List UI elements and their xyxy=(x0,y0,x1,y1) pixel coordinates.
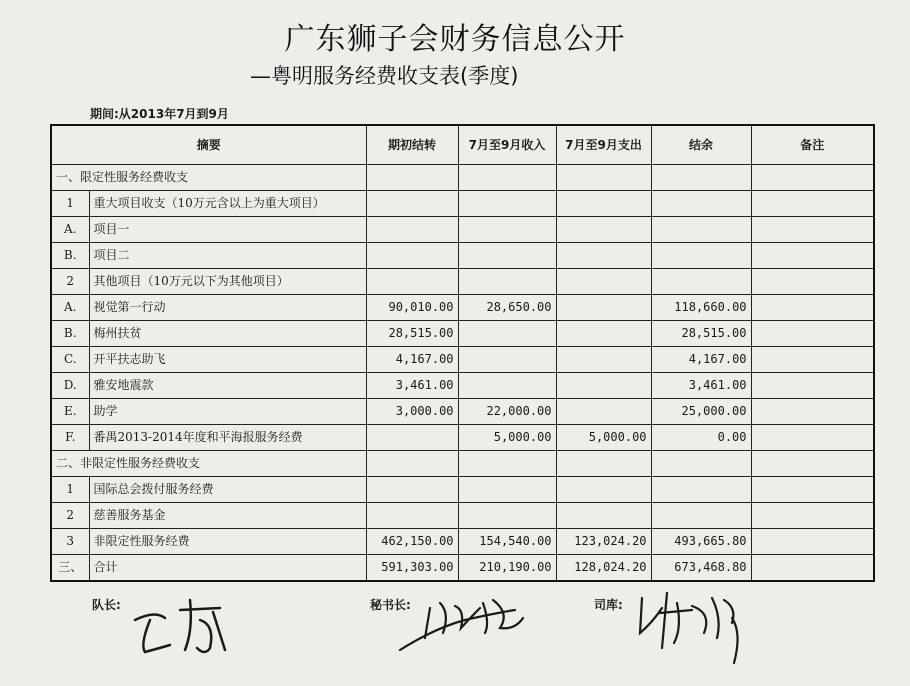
column-header: 7月至9月收入 xyxy=(458,125,556,165)
row-name: 助学 xyxy=(89,398,366,424)
empty-cell xyxy=(366,450,458,476)
section-title: 一、限定性服务经费收支 xyxy=(51,165,366,191)
row-name: 视觉第一行动 xyxy=(89,294,366,320)
note-cell xyxy=(751,320,874,346)
expense-cell xyxy=(556,268,651,294)
expense-cell xyxy=(556,242,651,268)
column-header: 摘要 xyxy=(51,125,366,165)
table-row xyxy=(51,190,874,216)
note-cell xyxy=(751,346,874,372)
row-code: B. xyxy=(51,242,89,268)
balance-cell: 4,167.00 xyxy=(651,346,751,372)
expense-cell xyxy=(556,190,651,216)
balance-cell xyxy=(651,502,751,528)
row-name: 重大项目收支（10万元含以上为重大项目） xyxy=(89,190,366,216)
row-code: F. xyxy=(51,424,89,450)
expense-cell xyxy=(556,346,651,372)
opening-balance-cell xyxy=(366,268,458,294)
row-name: 非限定性服务经费 xyxy=(89,528,366,554)
table-row xyxy=(51,294,874,320)
note-cell xyxy=(751,268,874,294)
note-cell xyxy=(751,476,874,502)
expense-cell xyxy=(556,502,651,528)
total-row xyxy=(51,554,874,581)
empty-cell xyxy=(458,165,556,191)
header-row xyxy=(51,125,874,165)
note-cell xyxy=(751,190,874,216)
table-row xyxy=(51,372,874,398)
income-cell xyxy=(458,320,556,346)
row-name: 其他项目（10万元以下为其他项目） xyxy=(89,268,366,294)
opening-balance-cell: 90,010.00 xyxy=(366,294,458,320)
note-cell xyxy=(751,398,874,424)
empty-cell xyxy=(556,450,651,476)
income-cell xyxy=(458,502,556,528)
row-code: A. xyxy=(51,216,89,242)
column-header: 期初结转 xyxy=(366,125,458,165)
table-row xyxy=(51,398,874,424)
total-expense-cell: 128,024.20 xyxy=(556,554,651,581)
balance-cell: 3,461.00 xyxy=(651,372,751,398)
expense-cell: 5,000.00 xyxy=(556,424,651,450)
total-code: 三、 xyxy=(51,554,89,581)
opening-balance-cell: 28,515.00 xyxy=(366,320,458,346)
opening-balance-cell xyxy=(366,502,458,528)
period-label: 期间:从2013年7月到9月 xyxy=(90,107,229,121)
row-name: 国际总会拨付服务经费 xyxy=(89,476,366,502)
row-code: 1 xyxy=(51,190,89,216)
column-header: 备注 xyxy=(751,125,874,165)
income-cell xyxy=(458,268,556,294)
empty-cell xyxy=(458,450,556,476)
income-cell: 28,650.00 xyxy=(458,294,556,320)
table-row xyxy=(51,268,874,294)
section-row xyxy=(51,165,874,191)
row-code: C. xyxy=(51,346,89,372)
table-row xyxy=(51,216,874,242)
row-name: 雅安地震款 xyxy=(89,372,366,398)
column-header: 结余 xyxy=(651,125,751,165)
balance-cell xyxy=(651,242,751,268)
treasurer-label: 司库: xyxy=(594,598,623,612)
row-code: E. xyxy=(51,398,89,424)
expense-cell: 123,024.20 xyxy=(556,528,651,554)
expense-cell xyxy=(556,294,651,320)
opening-balance-cell xyxy=(366,216,458,242)
total-label: 合计 xyxy=(89,554,366,581)
row-code: 3 xyxy=(51,528,89,554)
income-cell xyxy=(458,190,556,216)
opening-balance-cell xyxy=(366,190,458,216)
table-row xyxy=(51,242,874,268)
expense-cell xyxy=(556,372,651,398)
empty-cell xyxy=(366,165,458,191)
opening-balance-cell: 462,150.00 xyxy=(366,528,458,554)
opening-balance-cell xyxy=(366,476,458,502)
balance-cell: 493,665.80 xyxy=(651,528,751,554)
expense-cell xyxy=(556,398,651,424)
row-code: 2 xyxy=(51,502,89,528)
column-header: 7月至9月支出 xyxy=(556,125,651,165)
note-cell xyxy=(751,242,874,268)
balance-cell xyxy=(651,476,751,502)
table-row xyxy=(51,502,874,528)
income-cell xyxy=(458,476,556,502)
total-note-cell xyxy=(751,554,874,581)
opening-balance-cell xyxy=(366,242,458,268)
expense-cell xyxy=(556,216,651,242)
row-name: 项目二 xyxy=(89,242,366,268)
row-name: 慈善服务基金 xyxy=(89,502,366,528)
table-row xyxy=(51,476,874,502)
table-row xyxy=(51,528,874,554)
total-income-cell: 210,190.00 xyxy=(458,554,556,581)
income-cell: 5,000.00 xyxy=(458,424,556,450)
opening-balance-cell xyxy=(366,424,458,450)
opening-balance-cell: 3,461.00 xyxy=(366,372,458,398)
income-cell: 154,540.00 xyxy=(458,528,556,554)
empty-cell xyxy=(751,450,874,476)
empty-cell xyxy=(651,165,751,191)
row-name: 开平扶志助飞 xyxy=(89,346,366,372)
income-cell xyxy=(458,242,556,268)
empty-cell xyxy=(556,165,651,191)
note-cell xyxy=(751,294,874,320)
note-cell xyxy=(751,424,874,450)
table-row xyxy=(51,424,874,450)
secretary-signature xyxy=(395,588,535,663)
row-code: A. xyxy=(51,294,89,320)
balance-cell: 0.00 xyxy=(651,424,751,450)
note-cell xyxy=(751,216,874,242)
empty-cell xyxy=(751,165,874,191)
balance-cell: 118,660.00 xyxy=(651,294,751,320)
row-code: B. xyxy=(51,320,89,346)
total-balance-cell: 673,468.80 xyxy=(651,554,751,581)
table-row xyxy=(51,346,874,372)
row-name: 番禺2013-2014年度和平海报服务经费 xyxy=(89,424,366,450)
row-name: 梅州扶贫 xyxy=(89,320,366,346)
page-subtitle: —粤明服务经费收支表(季度) xyxy=(250,64,519,88)
expense-cell xyxy=(556,320,651,346)
treasurer-signature xyxy=(632,588,772,673)
section-row xyxy=(51,450,874,476)
page-title: 广东狮子会财务信息公开 xyxy=(284,22,626,57)
opening-balance-cell: 3,000.00 xyxy=(366,398,458,424)
captain-label: 队长: xyxy=(92,598,121,612)
secretary-label: 秘书长: xyxy=(370,598,411,612)
captain-signature xyxy=(125,590,235,670)
empty-cell xyxy=(651,450,751,476)
note-cell xyxy=(751,502,874,528)
row-code: 2 xyxy=(51,268,89,294)
balance-cell xyxy=(651,268,751,294)
balance-cell: 25,000.00 xyxy=(651,398,751,424)
table-body xyxy=(51,165,874,582)
balance-cell: 28,515.00 xyxy=(651,320,751,346)
income-cell: 22,000.00 xyxy=(458,398,556,424)
row-code: D. xyxy=(51,372,89,398)
note-cell xyxy=(751,372,874,398)
income-cell xyxy=(458,346,556,372)
balance-cell xyxy=(651,190,751,216)
opening-balance-cell: 4,167.00 xyxy=(366,346,458,372)
expense-cell xyxy=(556,476,651,502)
table-row xyxy=(51,320,874,346)
row-code: 1 xyxy=(51,476,89,502)
income-cell xyxy=(458,372,556,398)
note-cell xyxy=(751,528,874,554)
finance-table xyxy=(50,124,875,582)
income-cell xyxy=(458,216,556,242)
balance-cell xyxy=(651,216,751,242)
section-title: 二、非限定性服务经费收支 xyxy=(51,450,366,476)
total-opening-cell: 591,303.00 xyxy=(366,554,458,581)
row-name: 项目一 xyxy=(89,216,366,242)
